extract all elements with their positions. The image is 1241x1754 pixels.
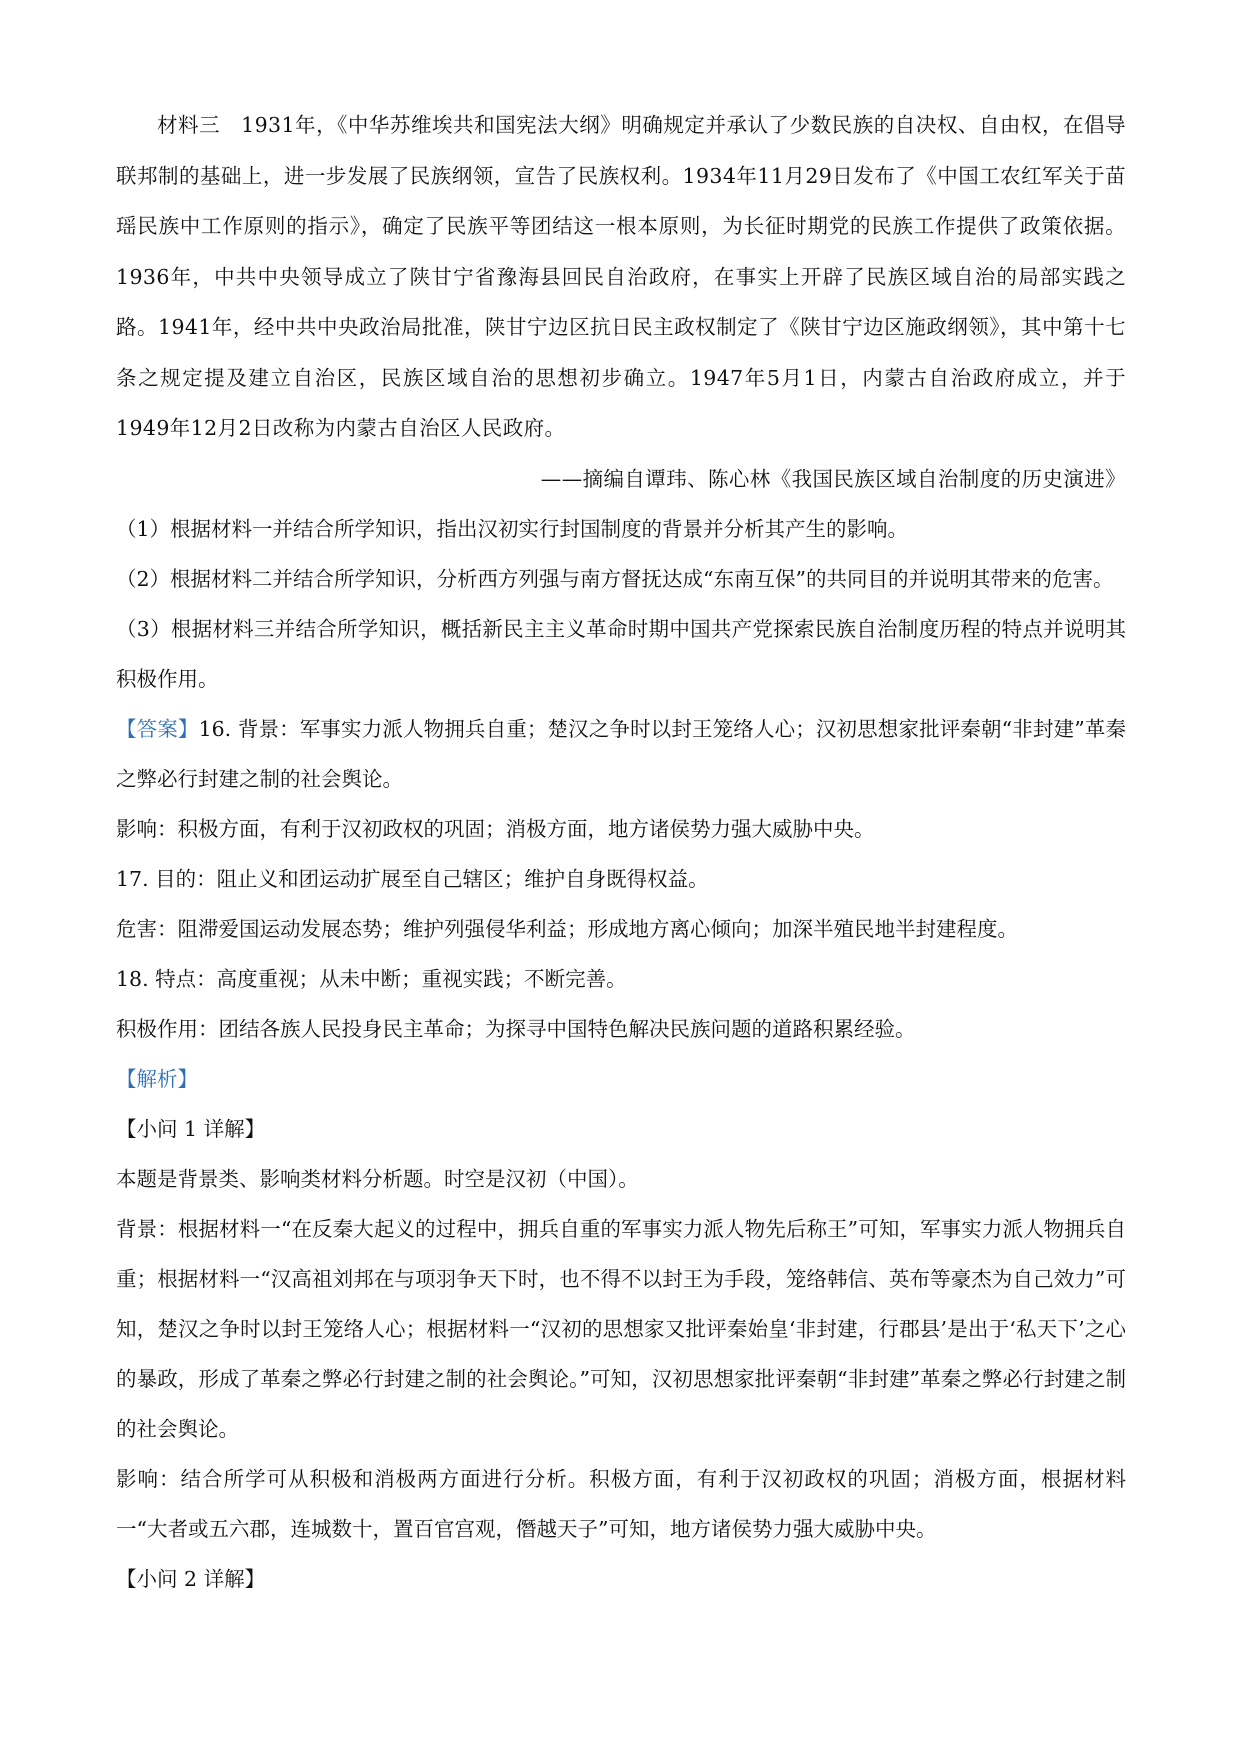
answer-16-impact: 影响：积极方面，有利于汉初政权的巩固；消极方面，地方诸侯势力强大威胁中央。 — [116, 816, 875, 841]
answer-18-features: 18. 特点：高度重视；从未中断；重视实践；不断完善。 — [116, 966, 627, 991]
analysis-tag: 【解析】 — [116, 1066, 198, 1091]
question-2: （2）根据材料二并结合所学知识，分析西方列强与南方督抚达成“东南互保”的共同目的并说明其带来的危害。 — [116, 566, 1114, 591]
analysis-sub1-background: 背景：根据材料一“在反秦大起义的过程中，拥兵自重的军事实力派人物先后称王”可知，军事实力派人物拥兵自重；根据材料一“汉高祖刘邦在与项羽争天下时，也不得不以封王为手段，笼络韩信、英布等豪杰为自己效力”可知，楚汉之争时以封王笼络人心；根据材料一“汉初的思想家又批评秦始皇‘非封建，行郡县’是出于‘私天下’之心的暴政，形成了革秦之弊必行封建之制的社会舆论。”可知，汉初思想家批评秦朝“非封建”革秦之弊必行封建之制的社会舆论。 — [116, 1216, 1126, 1441]
answer-17-harm: 危害：阻滞爱国运动发展态势；维护列强侵华利益；形成地方离心倾向；加深半殖民地半封建程度。 — [116, 916, 1018, 941]
material-three-paragraph: 材料三 1931年，《中华苏维埃共和国宪法大纲》明确规定并承认了少数民族的自决权、自由权，在倡导联邦制的基础上，进一步发展了民族纲领，宣告了民族权利。1934年11月29日发布了《中国工农红军关于苗瑶民族中工作原则的指示》，确定了民族平等团结这一根本原则，为长征时期党的民族工作提供了政策依据。1936年，中共中央领导成立了陕甘宁省豫海县回民自治政府，在事实上开辟了民族区域自治的局部实践之路。1941年，经中共中央政治局批准，陕甘宁边区抗日民主政权制定了《陕甘宁边区施政纲领》，其中第十七条之规定提及建立自治区，民族区域自治的思想初步确立。1947年5月1日，内蒙古自治政府成立，并于1949年12月2日改称为内蒙古自治区人民政府。 — [116, 113, 1126, 440]
answer-16-background: 16. 背景：军事实力派人物拥兵自重；楚汉之争时以封王笼络人心；汉初思想家批评秦朝“非封建”革秦之弊必行封建之制的社会舆论。 — [116, 716, 1126, 791]
sub-question-1-heading: 【小问 1 详解】 — [116, 1116, 266, 1141]
question-3: （3）根据材料三并结合所学知识，概括新民主主义革命时期中国共产党探索民族自治制度历程的特点并说明其积极作用。 — [116, 616, 1126, 691]
material-three-source: ——摘编自谭玮、陈心林《我国民族区域自治制度的历史演进》 — [540, 466, 1126, 491]
question-1: （1）根据材料一并结合所学知识，指出汉初实行封国制度的背景并分析其产生的影响。 — [116, 516, 909, 541]
answer-17-purpose: 17. 目的：阻止义和团运动扩展至自己辖区；维护自身既得权益。 — [116, 866, 709, 891]
answer-first-line — [116, 704, 1126, 804]
sub-question-2-heading: 【小问 2 详解】 — [116, 1566, 266, 1591]
analysis-sub1-impact: 影响：结合所学可从积极和消极两方面进行分析。积极方面，有利于汉初政权的巩固；消极方面，根据材料一“大者或五六郡，连城数十，置百官宫观，僭越天子”可知，地方诸侯势力强大威胁中央。 — [116, 1466, 1126, 1541]
answer-18-positive-role: 积极作用：团结各族人民投身民主革命；为探寻中国特色解决民族问题的道路积累经验。 — [116, 1016, 916, 1041]
answer-tag: 【答案】 — [116, 716, 199, 741]
analysis-sub1-intro: 本题是背景类、影响类材料分析题。时空是汉初（中国）。 — [116, 1166, 639, 1191]
document-page — [116, 100, 1126, 1604]
